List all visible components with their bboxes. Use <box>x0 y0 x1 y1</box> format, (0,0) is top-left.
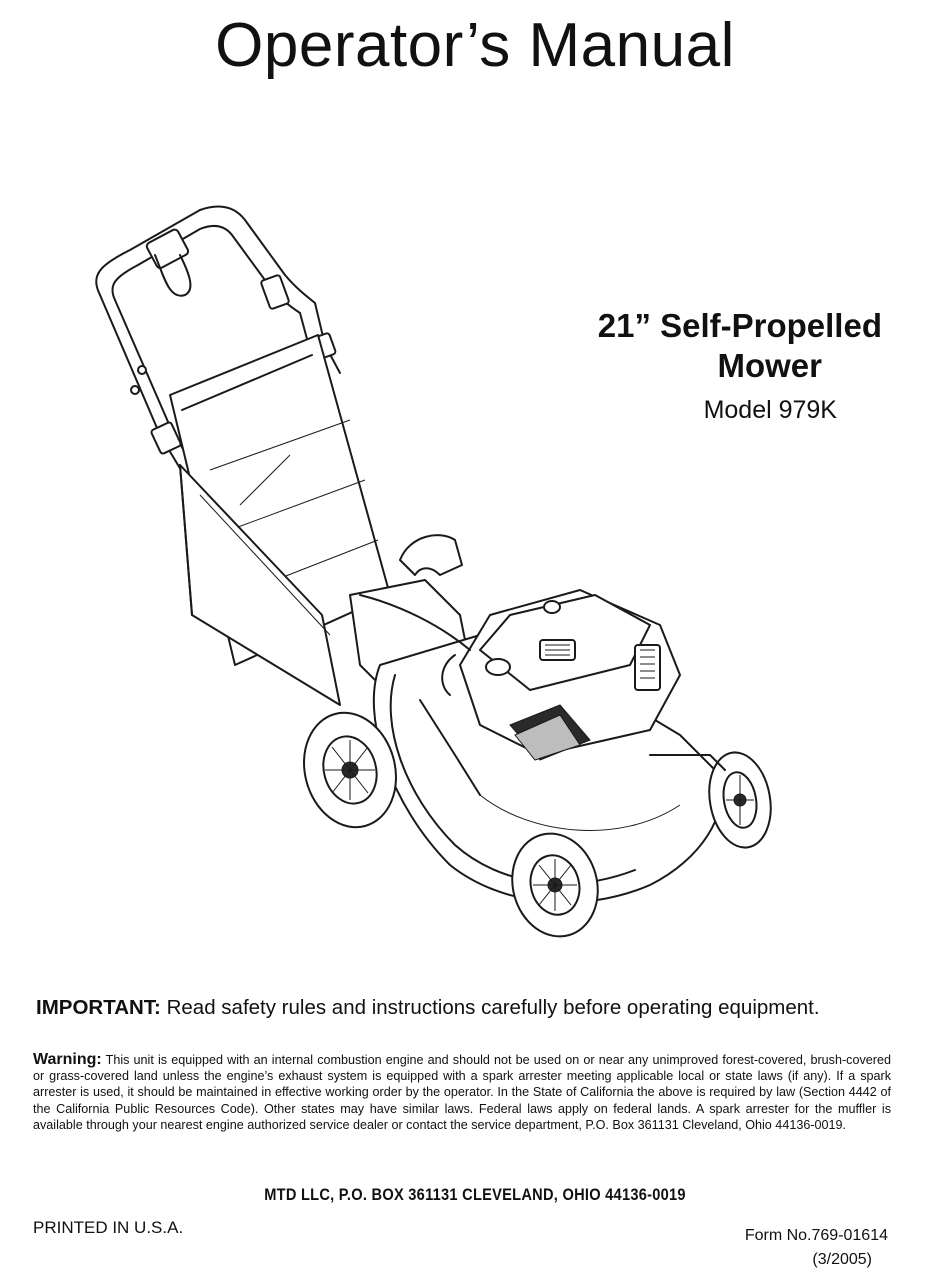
important-text: Read safety rules and instructions carefully before operating equipment. <box>160 996 820 1019</box>
company-address: MTD LLC, P.O. BOX 361131 CLEVELAND, OHIO 44136-0019 <box>264 1185 686 1204</box>
lawn-mower-illustration <box>60 195 800 955</box>
form-info <box>745 1224 888 1272</box>
product-name-line2: Mower <box>717 347 822 384</box>
model-number: Model 979K <box>703 396 837 424</box>
warning-text: This unit is equipped with an internal combustion engine and should not be used on or near any unimproved forest-covered, brush-covered or grass-covered land unless the engine’s exhaust system is equipped with a spark arrester meeting applicable local or state laws (if any). If a spark arrester is used, it should be maintained in effective working order by the operator. In the State of California the above is required by law (Section 4442 of the California Public Resources Code). Other states may have similar laws. Federal laws apply on federal lands. A spark arrester for the muffler is available through your nearest engine authorized service dealer or contact the service department, P.O. Box 361131 Cleveland, Ohio 44136-0019. <box>33 1053 891 1132</box>
page-title: Operator’s Manual <box>215 11 735 80</box>
front-right-wheel <box>702 748 778 853</box>
printed-in: PRINTED IN U.S.A. <box>33 1218 184 1237</box>
important-label: IMPORTANT: <box>36 996 161 1019</box>
warning-label: Warning: <box>33 1051 102 1068</box>
form-number: Form No.769-01614 <box>744 1227 888 1244</box>
important-notice <box>36 996 916 1020</box>
form-date: (3/2005) <box>812 1251 872 1268</box>
warning-paragraph <box>33 1052 891 1133</box>
product-name-line1: 21” Self-Propelled <box>597 307 882 344</box>
